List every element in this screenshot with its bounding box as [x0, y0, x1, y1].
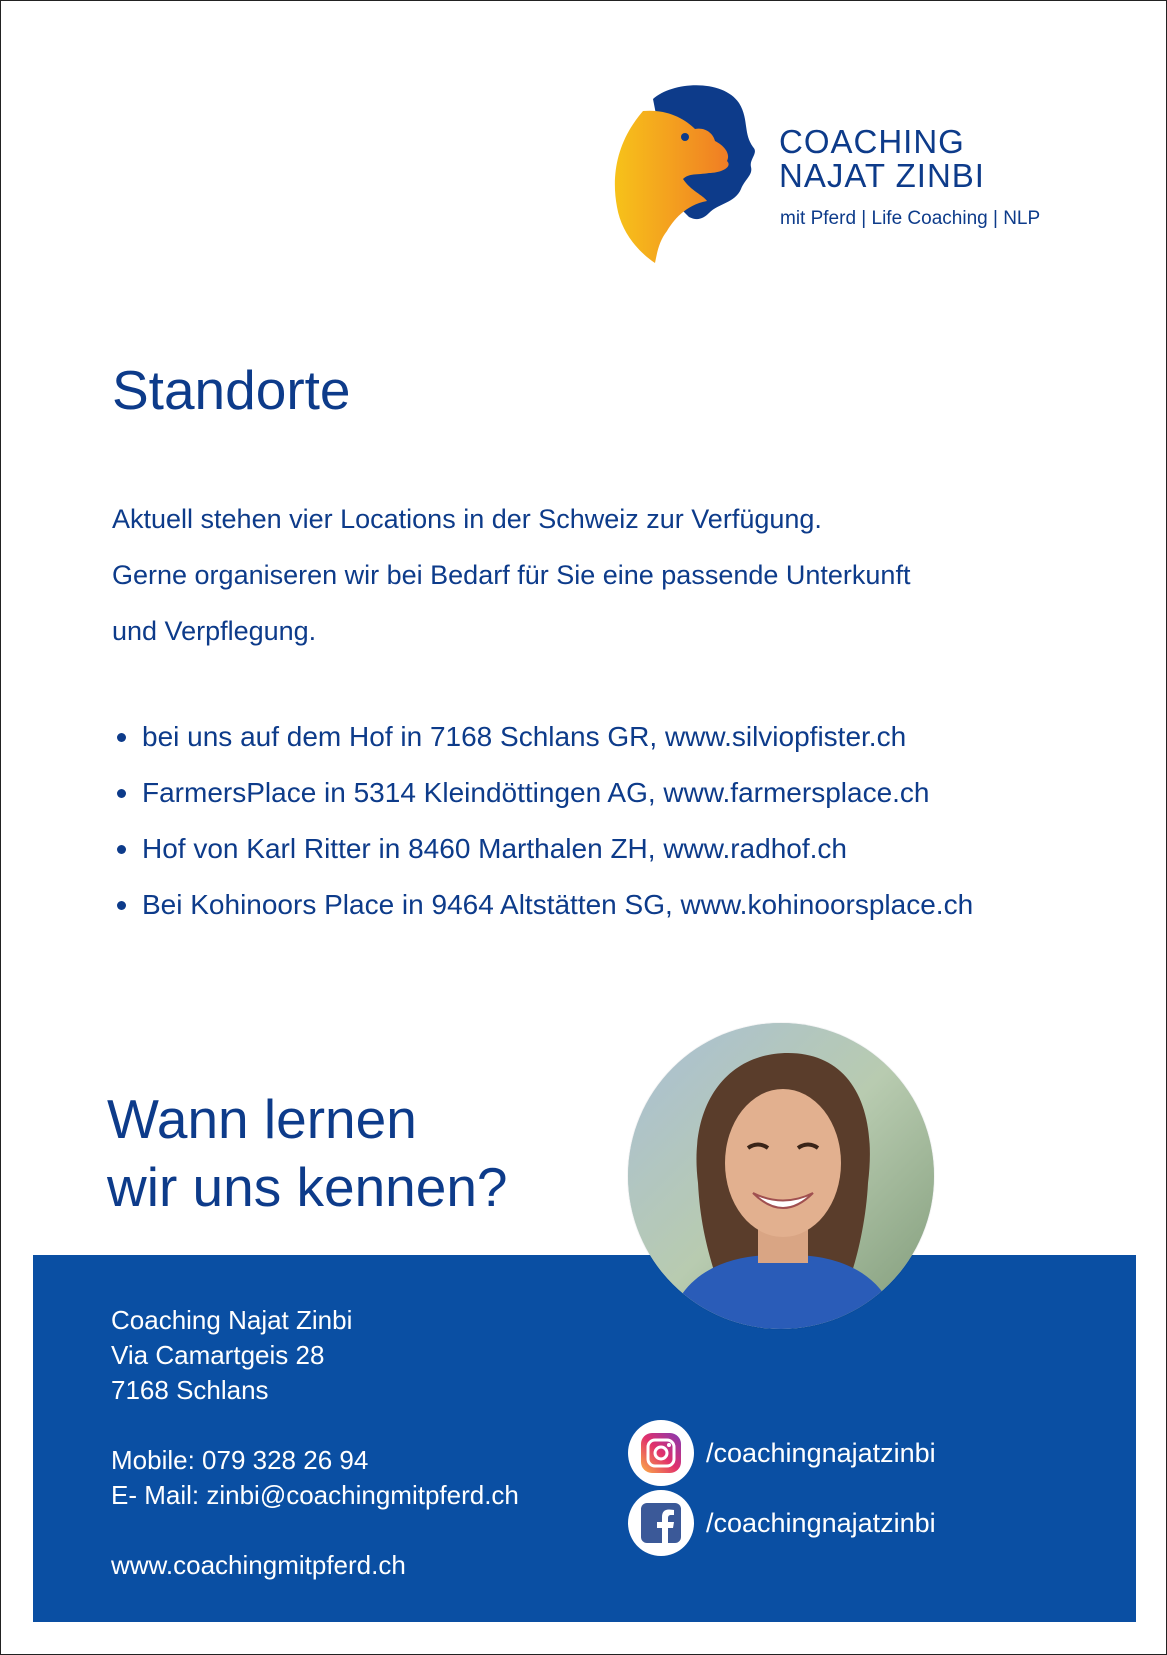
portrait-image	[628, 1023, 934, 1329]
location-text: bei uns auf dem Hof in 7168 Schlans GR, www.silviopfister.ch	[142, 721, 907, 752]
locations-list	[112, 709, 1112, 933]
bullet-icon	[117, 789, 126, 798]
city-address: 7168 Schlans	[111, 1375, 269, 1405]
headline	[107, 1085, 508, 1221]
brand-tagline: mit Pferd | Life Coaching | NLP	[780, 208, 1041, 229]
bullet-icon	[117, 845, 126, 854]
intro-line: und Verpflegung.	[112, 616, 317, 646]
intro-text	[112, 491, 1072, 659]
email-address: E- Mail: zinbi@coachingmitpferd.ch	[111, 1480, 519, 1510]
headline-line: Wann lernen	[107, 1088, 417, 1150]
list-item	[112, 765, 1112, 821]
coaching-logo-icon	[613, 81, 765, 263]
instagram-link[interactable]	[628, 1420, 936, 1486]
website-link[interactable]: www.coachingmitpferd.ch	[111, 1550, 406, 1580]
list-item	[112, 709, 1112, 765]
brand-name-line1: COACHING	[779, 123, 965, 160]
bullet-icon	[117, 733, 126, 742]
location-text: Bei Kohinoors Place in 9464 Altstätten SG, www.kohinoorsplace.ch	[142, 889, 974, 920]
portrait-photo	[628, 1023, 934, 1329]
facebook-handle: /coachingnajatzinbi	[706, 1507, 936, 1538]
mobile-number: Mobile: 079 328 26 94	[111, 1445, 369, 1475]
brand-name-line2: NAJAT ZINBI	[779, 157, 985, 194]
instagram-handle: /coachingnajatzinbi	[706, 1437, 936, 1468]
company-name: Coaching Najat Zinbi	[111, 1305, 353, 1335]
address-block	[111, 1303, 519, 1583]
list-item	[112, 821, 1112, 877]
bullet-icon	[117, 901, 126, 910]
section-title: Standorte	[112, 359, 351, 421]
facebook-icon	[628, 1490, 694, 1556]
intro-line: Aktuell stehen vier Locations in der Schweiz zur Verfügung.	[112, 504, 822, 534]
headline-line: wir uns kennen?	[107, 1156, 508, 1218]
street-address: Via Camartgeis 28	[111, 1340, 325, 1370]
instagram-icon	[628, 1420, 694, 1486]
intro-line: Gerne organiseren wir bei Bedarf für Sie eine passende Unterkunft	[112, 560, 911, 590]
location-text: Hof von Karl Ritter in 8460 Marthalen ZH, www.radhof.ch	[142, 833, 847, 864]
location-text: FarmersPlace in 5314 Kleindöttingen AG, www.farmersplace.ch	[142, 777, 930, 808]
list-item	[112, 877, 1112, 933]
facebook-link[interactable]	[628, 1490, 936, 1556]
